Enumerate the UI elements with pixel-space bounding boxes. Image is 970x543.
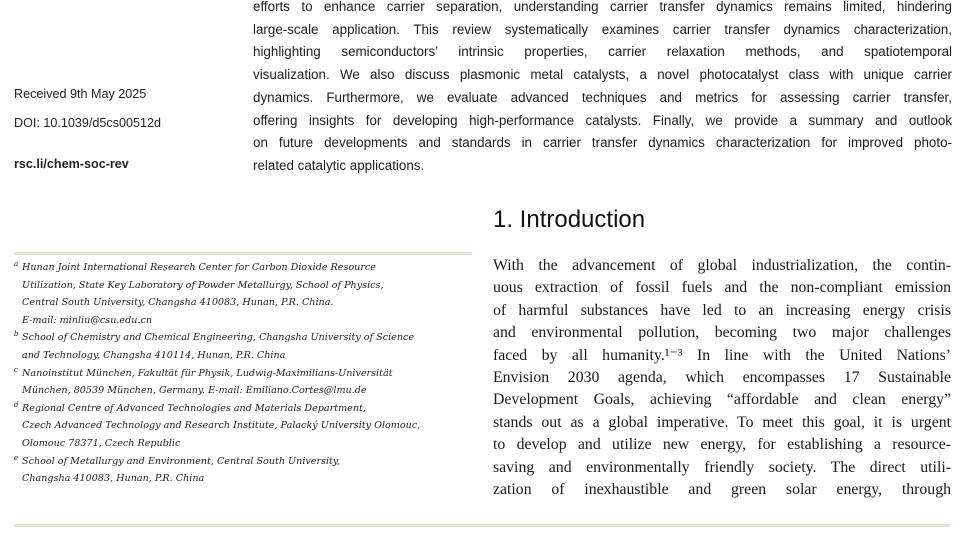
affiliations-divider	[14, 252, 472, 255]
body-line: Envision 2030 agenda, which encompasses 17 Sustainable	[493, 369, 951, 387]
doi-link[interactable]: DOI: 10.1039/d5cs00512d	[14, 116, 162, 130]
affiliation-line: Czech Advanced Technology and Research Institute, Palacký University Olomouc,	[22, 420, 421, 432]
received-date: Received 9th May 2025	[14, 87, 147, 101]
abstract-line: highlighting semiconductors’ intrinsic properties, carrier relaxation methods, and spatiotemporal	[253, 44, 952, 60]
body-line: zation of inexhaustible and green solar energy, through	[493, 481, 951, 499]
affiliation-item	[14, 400, 474, 453]
affiliation-item	[14, 329, 474, 364]
affiliation-line: München, 80539 München, Germany. E-mail: Emiliano.Cortes@lmu.de	[22, 385, 367, 397]
affiliation-item	[14, 365, 474, 400]
body-line: With the advancement of global industrialization, the contin-	[493, 257, 951, 274]
affiliation-line: and Technology, Changsha 410114, Hunan, P.R. China	[22, 349, 286, 361]
body-line: to develop and utilize new energy, for establishing a resource-	[493, 436, 951, 454]
affiliation-line: Hunan Joint International Research Center for Carbon Dioxide Resource	[22, 262, 376, 273]
affiliation-line: Utilization, State Key Laboratory of Powder Metallurgy, School of Physics,	[22, 279, 384, 291]
affiliation-item	[14, 259, 474, 329]
abstract-line: visualization. We also discuss plasmonic metal catalysts, a novel photocatalyst class with unique carrier	[253, 67, 952, 83]
affiliation-marker: c	[14, 365, 18, 374]
body-line: uous extraction of fossil fuels and the non-compliant emission	[493, 279, 951, 297]
journal-url-link[interactable]: rsc.li/chem-soc-rev	[14, 157, 129, 171]
body-line: of harmful substances have led to an increasing energy crisis	[493, 301, 951, 319]
body-line: stands out as a global imperative. To meet this goal, it is urgent	[493, 413, 951, 431]
affiliation-line: Central South University, Changsha 410083, Hunan, P.R. China.	[22, 297, 334, 309]
affiliations-list	[14, 259, 474, 488]
affiliation-email-link[interactable]: E-mail: minliu@csu.edu.cn	[22, 314, 153, 326]
page-bottom-divider	[14, 524, 950, 527]
abstract-line: large-scale application. This review systematically examines carrier transfer dynamics characterization,	[253, 21, 952, 37]
affiliation-line: Regional Centre of Advanced Technologies and Materials Department,	[22, 402, 366, 414]
abstract-line: on future developments and standards in carrier transfer dynamics characterization for improved photo-	[253, 135, 952, 151]
affiliation-line: Nanoinstitut München, Fakultät für Physik, Ludwig-Maximilians-Universität	[22, 367, 393, 379]
affiliation-item	[14, 453, 474, 488]
body-line: faced by all humanity.¹⁻³ In line with the United Nations’	[493, 346, 951, 364]
abstract-line: dynamics. Furthermore, we evaluate advanced techniques and metrics for assessing carrier transfer,	[253, 89, 952, 105]
affiliation-line: Olomouc 78371, Czech Republic	[22, 437, 181, 449]
section-title: 1. Introduction	[493, 206, 646, 233]
affiliation-line: School of Metallurgy and Environment, Central South University,	[22, 455, 341, 467]
abstract-line: efforts to enhance carrier separation, understanding carrier transfer dynamics remains limited, hindering	[253, 0, 952, 14]
affiliation-line: Changsha 410083, Hunan, P.R. China	[22, 473, 205, 485]
introduction-body	[493, 255, 951, 501]
affiliation-line: School of Chemistry and Chemical Engineering, Changsha University of Science	[22, 332, 415, 344]
abstract-line: offering insights for developing high-performance catalysts. Finally, we provide a summary and outlook	[253, 112, 952, 128]
abstract-text	[253, 0, 952, 178]
body-line: and environmental pollution, becoming two major challenges	[493, 324, 951, 342]
abstract-line: related catalytic applications.	[253, 157, 425, 173]
body-line: Development Goals, achieving “affordable and clean energy”	[493, 391, 951, 409]
affiliation-marker: b	[14, 330, 19, 339]
affiliation-marker: d	[14, 400, 19, 409]
body-line: saving and environmentally friendly society. The direct utili-	[493, 458, 951, 476]
affiliation-marker: e	[14, 453, 19, 462]
affiliation-marker: a	[14, 260, 19, 268]
